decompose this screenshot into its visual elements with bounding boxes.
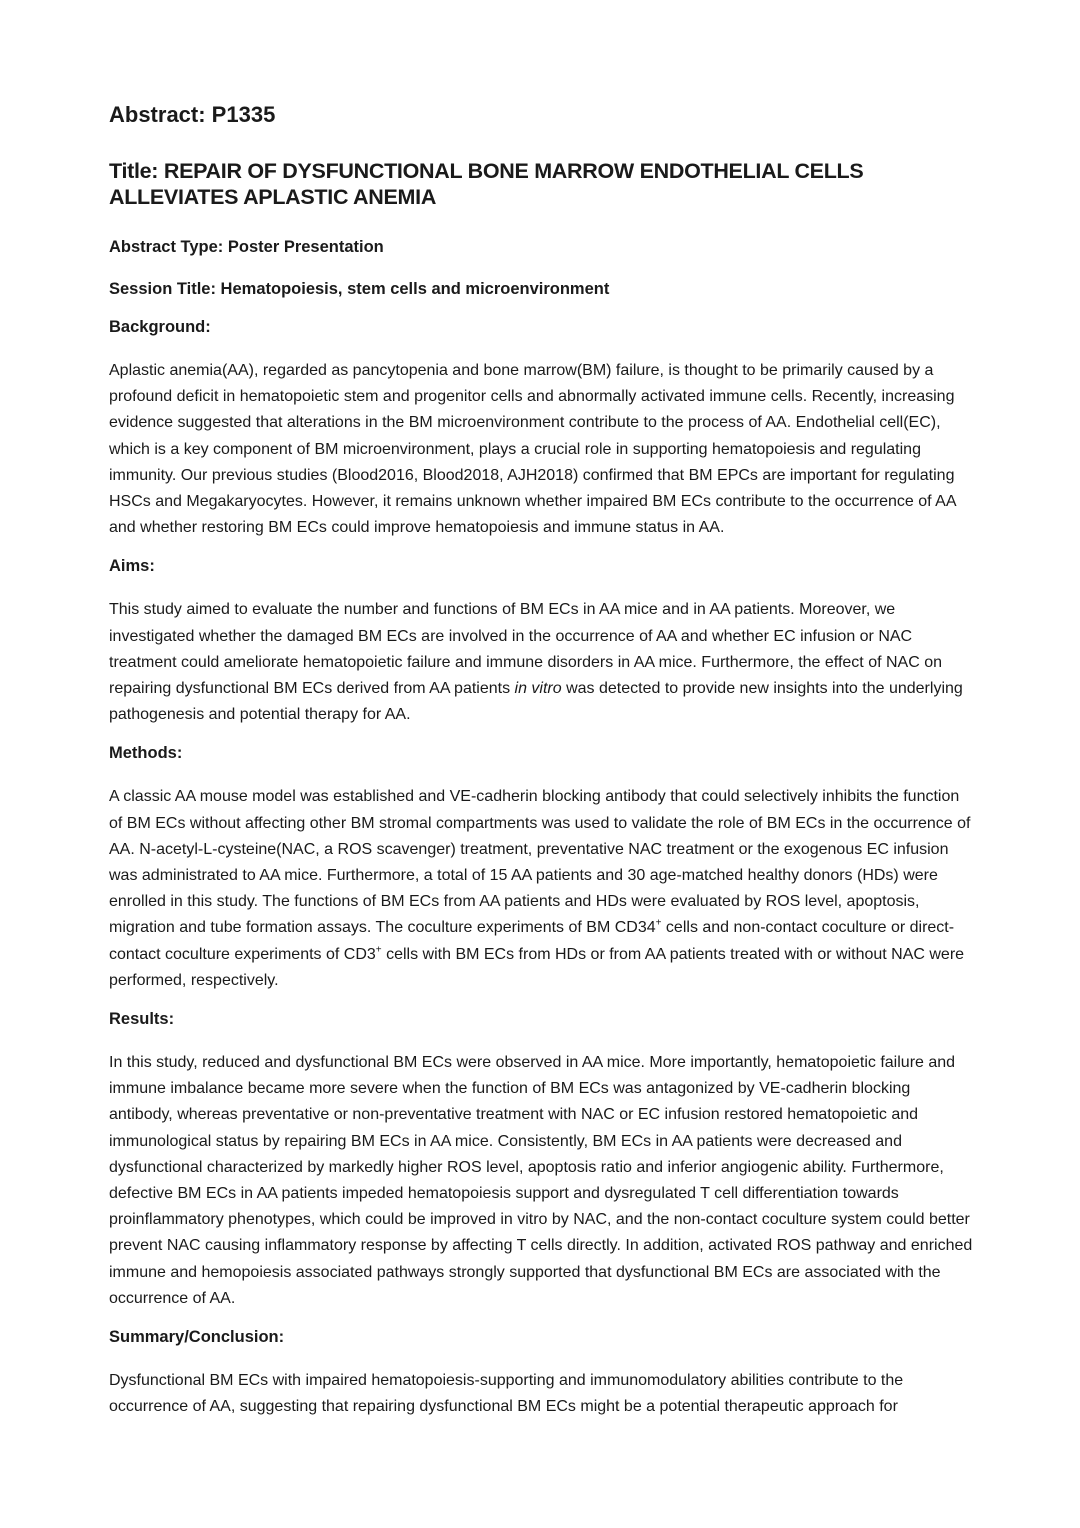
methods-text-part3: cells with BM ECs from HDs or from AA patients treated with or without NAC were performed, respectively. bbox=[109, 945, 965, 989]
aims-text bbox=[109, 597, 974, 728]
superscript-plus: + bbox=[375, 944, 382, 956]
conclusion-heading: Summary/Conclusion: bbox=[109, 1328, 285, 1347]
methods-section bbox=[109, 742, 974, 994]
aims-text-part2: was detected to provide new insights into the underlying pathogenesis and potential therapy for AA. bbox=[109, 680, 963, 724]
methods-text bbox=[109, 784, 974, 994]
results-section bbox=[109, 1008, 974, 1312]
methods-text-part2: cells and non-contact coculture or direct-contact coculture experiments of CD3 bbox=[109, 919, 955, 963]
abstract-number: Abstract: P1335 bbox=[109, 102, 276, 127]
superscript-plus: + bbox=[655, 918, 662, 930]
aims-text-part1: This study aimed to evaluate the number and functions of BM ECs in AA mice and in AA patients. Moreover, we investigated whether the damaged BM ECs are involved in the occurrence of AA and whether EC infusion or NAC treatment could ameliorate hematopoietic failure and immune disorders in AA mice. Furthermore, the effect of NAC on repairing dysfunctional BM ECs derived from AA patients bbox=[109, 601, 942, 698]
session-title: Session Title: Hematopoiesis, stem cells and microenvironment bbox=[109, 280, 610, 298]
results-text: In this study, reduced and dysfunctional BM ECs were observed in AA mice. More importantly, hematopoietic failure and immune imbalance became more severe when the function of BM ECs was antagonized by VE-cadherin blocking antibody, whereas preventative or non-preventative treatment with NAC or EC infusion restored hematopoietic and immunological status by repairing BM ECs in AA mice. Consistently, BM ECs in AA patients were decreased and dysfunctional characterized by markedly higher ROS level, apoptosis ratio and inferior angiogenic ability. Furthermore, defective BM ECs in AA patients impeded hematopoiesis support and dysregulated T cell differentiation towards proinflammatory phenotypes, which could be improved in vitro by NAC, and the non-contact coculture system could better prevent NAC causing inflammatory response by affecting T cells directly. In addition, activated ROS pathway and enriched immune and hemopoiesis associated pathways strongly supported that dysfunctional BM ECs are associated with the occurrence of AA. bbox=[109, 1054, 973, 1307]
background-heading: Background: bbox=[109, 318, 211, 336]
conclusion-text: Dysfunctional BM ECs with impaired hematopoiesis-supporting and immunomodulatory abilities contribute to the occurrence of AA, suggesting that repairing dysfunctional BM ECs might be a potential therapeutic approach for bbox=[109, 1372, 904, 1416]
methods-text-part1: A classic AA mouse model was established and VE-cadherin blocking antibody that could selectively inhibits the function of BM ECs without affecting other BM stromal compartments was used to validate the role of BM ECs in the occurrence of AA. N-acetyl-L-cysteine(NAC, a ROS scavenger) treatment, preventative NAC treatment or the exogenous EC infusion was administrated to AA mice. Furthermore, a total of 15 AA patients and 30 age-matched healthy donors (HDs) were enrolled in this study. The functions of BM ECs from AA patients and HDs were evaluated by ROS level, apoptosis, migration and tube formation assays. The coculture experiments of BM CD34 bbox=[109, 788, 971, 937]
methods-heading: Methods: bbox=[109, 744, 183, 763]
results-heading: Results: bbox=[109, 1010, 175, 1029]
abstract-page bbox=[109, 100, 974, 1435]
aims-section bbox=[109, 555, 974, 728]
aims-italic-term: in vitro bbox=[514, 680, 562, 698]
abstract-title: Title: REPAIR OF DYSFUNCTIONAL BONE MARROW ENDOTHELIAL CELLS ALLEVIATES APLASTIC ANEMIA bbox=[109, 159, 864, 209]
abstract-type: Abstract Type: Poster Presentation bbox=[109, 238, 384, 256]
aims-heading: Aims: bbox=[109, 557, 155, 576]
background-text: Aplastic anemia(AA), regarded as pancytopenia and bone marrow(BM) failure, is thought to be primarily caused by a profound deficit in hematopoietic stem and progenitor cells and abnormally activated immune cells. Recently, increasing evidence suggested that alterations in the BM microenvironment contribute to the process of AA. Endothelial cell(EC), which is a key component of BM microenvironment, plays a crucial role in supporting hematopoiesis and regulating immunity. Our previous studies (Blood2016, Blood2018, AJH2018) confirmed that BM EPCs are important for regulating HSCs and Megakaryocytes. However, it remains unknown whether impaired BM ECs contribute to the occurrence of AA and whether restoring BM ECs could improve hematopoiesis and immune status in AA. bbox=[109, 362, 956, 537]
background-section bbox=[109, 316, 974, 541]
conclusion-section bbox=[109, 1326, 974, 1420]
